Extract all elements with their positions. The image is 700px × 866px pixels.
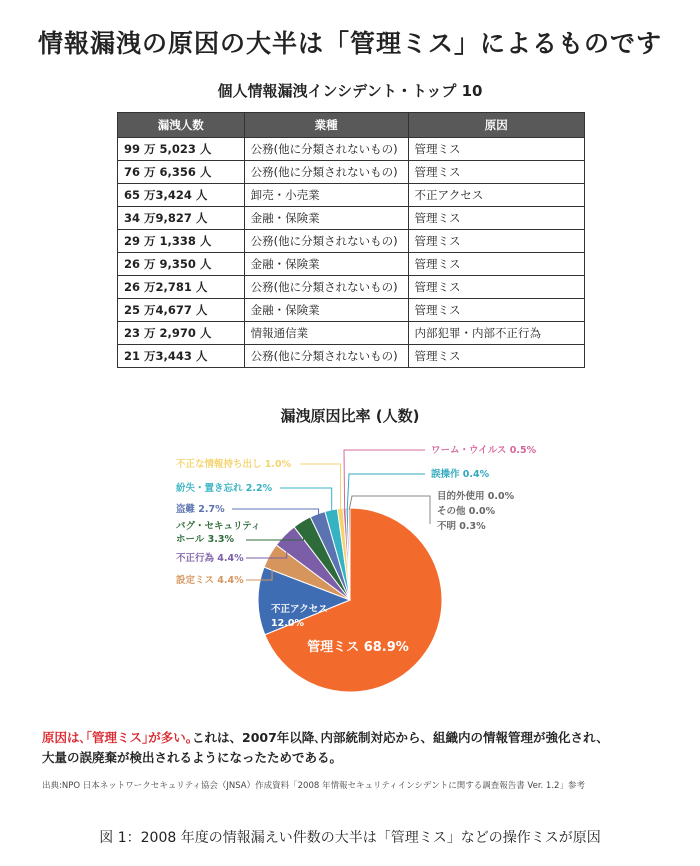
pie-label-2-0: 設定ミス 4.4% [176,575,244,586]
pie-leader-9 [347,474,425,510]
cell-industry: 情報通信業 [244,322,408,345]
cell-industry: 卸売・小売業 [244,184,408,207]
table-title: 個人情報漏洩インシデント・トップ 10 [217,82,483,100]
pie-label-11: その他 0.0% [437,506,496,517]
pie-label-4-0: バグ・セキュリティ [176,521,261,532]
cell-industry: 公務(他に分類されないもの) [244,230,408,253]
cell-count: 23 万 2,970 人 [118,322,245,345]
caption-highlight: 原因は､｢管理ミス｣が多い｡ [42,730,193,745]
caption-text-1: これは、2007年以降､内部統制対応から、組織内の情報管理が強化され、 [192,730,609,745]
header-industry: 業種 [244,113,408,138]
cell-cause: 管理ミス [408,299,584,322]
cell-cause: 不正アクセス [408,184,584,207]
pie-label-1b: 12.0% [271,618,304,629]
cell-cause: 管理ミス [408,207,584,230]
caption-text-2: 大量の誤廃棄が検出されるようになったためである。 [42,750,343,765]
cell-count: 65 万3,424 人 [118,184,245,207]
cell-cause: 管理ミス [408,253,584,276]
pie-label-0: 管理ミス 68.9% [307,640,409,655]
pie-label-9: 誤操作 0.4% [431,469,490,480]
header-leak-count: 漏洩人数 [118,113,245,138]
cell-industry: 公務(他に分類されないもの) [244,276,408,299]
pie-leader-bracket [425,496,430,524]
cell-industry: 金融・保険業 [244,207,408,230]
cell-industry: 金融・保険業 [244,253,408,276]
pie-label-10: 目的外使用 0.0% [437,491,515,502]
cell-count: 25 万4,677 人 [118,299,245,322]
pie-label-3-0: 不正行為 4.4% [176,553,244,564]
cell-industry: 金融・保険業 [244,299,408,322]
figure-caption: 図 1：2008 年度の情報漏えい件数の大半は「管理ミス」などの操作ミスが原因 [99,830,601,846]
cell-count: 76 万 6,356 人 [118,161,245,184]
pie-label-1a: 不正アクセス [271,604,328,615]
cell-count: 26 万2,781 人 [118,276,245,299]
pie-label-5-0: 盗難 2.7% [176,504,225,515]
caption [42,728,682,768]
cell-cause: 内部犯罪・内部不正行為 [408,322,584,345]
pie-chart-title: 漏洩原因比率 (人数) [280,407,420,425]
pie-leader-8 [344,450,425,510]
cell-cause: 管理ミス [408,161,584,184]
cell-industry: 公務(他に分類されないもの) [244,138,408,161]
source-note: 出典:NPO 日本ネットワークセキュリティ協会（JNSA）作成資料「2008 年情報セキュリティインシデントに関する調査報告書 Ver. 1.2」参考 [42,781,585,791]
cell-cause: 管理ミス [408,345,584,368]
cell-count: 99 万 5,023 人 [118,138,245,161]
cell-industry: 公務(他に分類されないもの) [244,161,408,184]
cell-count: 34 万9,827 人 [118,207,245,230]
cell-count: 29 万 1,338 人 [118,230,245,253]
pie-label-12: 不明 0.3% [437,521,486,532]
cell-cause: 管理ミス [408,230,584,253]
page-title: 情報漏洩の原因の大半は「管理ミス」によるものです [37,29,662,58]
cell-industry: 公務(他に分類されないもの) [244,345,408,368]
header-cause: 原因 [408,113,584,138]
pie-leader-10 [349,496,425,510]
pie-leader-5 [232,509,319,517]
cell-count: 21 万3,443 人 [118,345,245,368]
cell-cause: 管理ミス [408,276,584,299]
cell-count: 26 万 9,350 人 [118,253,245,276]
pie-label-4-1: ホール 3.3% [176,534,234,545]
pie-label-7-0: 不正な情報持ち出し 1.0% [176,459,292,470]
cell-cause: 管理ミス [408,138,584,161]
pie-label-6-0: 紛失・置き忘れ 2.2% [176,483,273,494]
pie-label-8: ワーム・ウイルス 0.5% [431,445,537,456]
